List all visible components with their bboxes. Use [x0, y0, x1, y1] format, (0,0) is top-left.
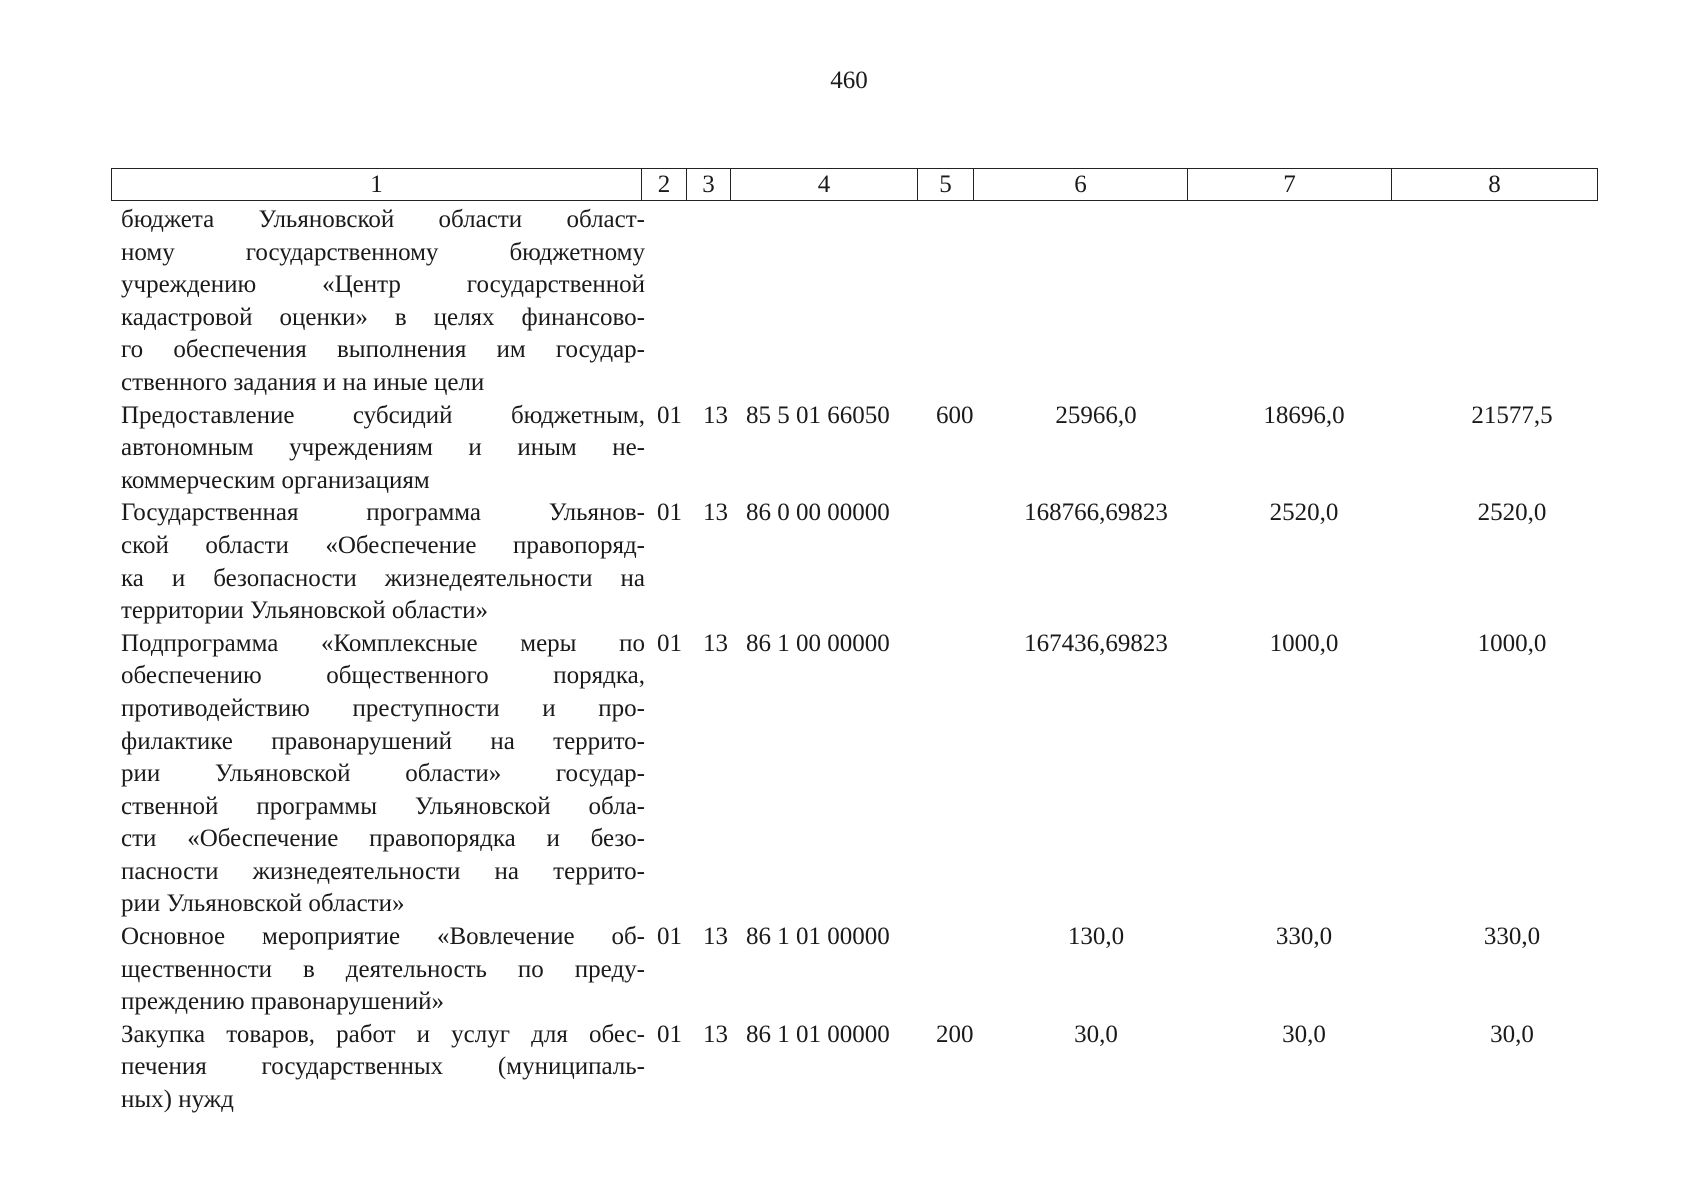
header-col-7: 7	[1188, 169, 1392, 201]
table-row	[111, 628, 1611, 921]
amount-col-8: 2520,0	[1477, 499, 1547, 527]
table-body	[111, 204, 1611, 1117]
description-line: Предоставление субсидий бюджетным,	[121, 401, 645, 429]
header-col-4: 4	[731, 169, 918, 201]
description-line: Закупка товаров, работ и услуг для обес-	[121, 1020, 645, 1048]
description-line: обеспечению общественного порядка,	[121, 662, 645, 690]
target-article-code: 86 1 00 00000	[746, 629, 890, 657]
description-line: преждению правонарушений»	[121, 988, 444, 1016]
target-article-code: 86 1 01 00000	[746, 923, 890, 951]
amount-col-6: 130,0	[1067, 923, 1125, 951]
subsection-code: 13	[703, 401, 728, 429]
description-line: ных) нужд	[121, 1086, 234, 1114]
description-line: печения государственных (муниципаль-	[121, 1053, 645, 1081]
header-row	[112, 169, 1598, 201]
amount-col-8: 30,0	[1490, 1020, 1534, 1048]
header-col-6: 6	[974, 169, 1188, 201]
amount-col-6: 167436,69823	[1024, 629, 1168, 657]
amount-col-7: 18696,0	[1263, 401, 1345, 429]
table-row	[111, 1019, 1611, 1117]
target-article-code: 86 1 01 00000	[746, 1020, 890, 1048]
row-description	[121, 497, 645, 627]
amount-col-7: 2520,0	[1269, 499, 1339, 527]
row-description	[121, 628, 645, 921]
subsection-code: 13	[703, 499, 728, 527]
description-line: ному государственному бюджетному	[121, 238, 645, 266]
amount-col-8: 330,0	[1483, 923, 1541, 951]
amount-col-8: 1000,0	[1477, 629, 1547, 657]
expense-type-code: 600	[936, 401, 974, 429]
amount-col-6: 30,0	[1074, 1020, 1118, 1048]
description-line: филактике правонарушений на террито-	[121, 727, 645, 755]
description-line: ственной программы Ульяновской обла-	[121, 792, 645, 820]
section-code: 01	[657, 1020, 682, 1048]
subsection-code: 13	[703, 629, 728, 657]
description-line: бюджета Ульяновской области област-	[121, 206, 645, 233]
description-line: ской области «Обеспечение правопоряд-	[121, 531, 645, 559]
row-description	[121, 921, 645, 1019]
description-line: ственного задания и на иные цели	[121, 368, 485, 396]
section-code: 01	[657, 923, 682, 951]
description-line: коммерческим организациям	[121, 466, 430, 494]
section-code: 01	[657, 499, 682, 527]
description-line: Основное мероприятие «Вовлечение об-	[121, 923, 645, 951]
row-description	[121, 400, 645, 498]
description-line: Государственная программа Ульянов-	[121, 499, 645, 527]
target-article-code: 85 5 01 66050	[746, 401, 890, 429]
description-line: кадастровой оценки» в целях финансово-	[121, 303, 645, 331]
amount-col-6: 25966,0	[1055, 401, 1137, 429]
column-header-table	[111, 168, 1598, 201]
header-col-1: 1	[112, 169, 642, 201]
page-number: 460	[830, 67, 868, 94]
description-line: пасности жизнедеятельности на террито-	[121, 857, 645, 885]
amount-col-6: 168766,69823	[1024, 499, 1168, 527]
header-col-8: 8	[1392, 169, 1598, 201]
amount-col-8: 21577,5	[1471, 401, 1553, 429]
subsection-code: 13	[703, 923, 728, 951]
header-col-3: 3	[687, 169, 731, 201]
row-description	[121, 204, 645, 400]
amount-col-7: 330,0	[1275, 923, 1333, 951]
description-line: противодействию преступности и про-	[121, 694, 645, 722]
table-row	[111, 497, 1611, 627]
table-row	[111, 400, 1611, 498]
description-line: щественности в деятельность по преду-	[121, 955, 645, 983]
description-line: территории Ульяновской области»	[121, 597, 488, 625]
amount-col-7: 30,0	[1282, 1020, 1326, 1048]
amount-col-7: 1000,0	[1269, 629, 1339, 657]
description-line: учреждению «Центр государственной	[121, 271, 645, 299]
description-line: го обеспечения выполнения им государ-	[121, 336, 645, 364]
header-col-2: 2	[642, 169, 687, 201]
row-description	[121, 1019, 645, 1117]
description-line: рии Ульяновской области» государ-	[121, 760, 645, 788]
table-row	[111, 921, 1611, 1019]
header-col-5: 5	[918, 169, 974, 201]
description-line: автономным учреждениям и иным не-	[121, 434, 645, 462]
section-code: 01	[657, 629, 682, 657]
description-line: рии Ульяновской области»	[121, 890, 405, 918]
expense-type-code: 200	[936, 1020, 974, 1048]
subsection-code: 13	[703, 1020, 728, 1048]
table-row	[111, 204, 1611, 400]
target-article-code: 86 0 00 00000	[746, 499, 890, 527]
description-line: ка и безопасности жизнедеятельности на	[121, 564, 645, 592]
section-code: 01	[657, 401, 682, 429]
description-line: сти «Обеспечение правопорядка и безо-	[121, 825, 645, 853]
description-line: Подпрограмма «Комплексные меры по	[121, 629, 645, 657]
